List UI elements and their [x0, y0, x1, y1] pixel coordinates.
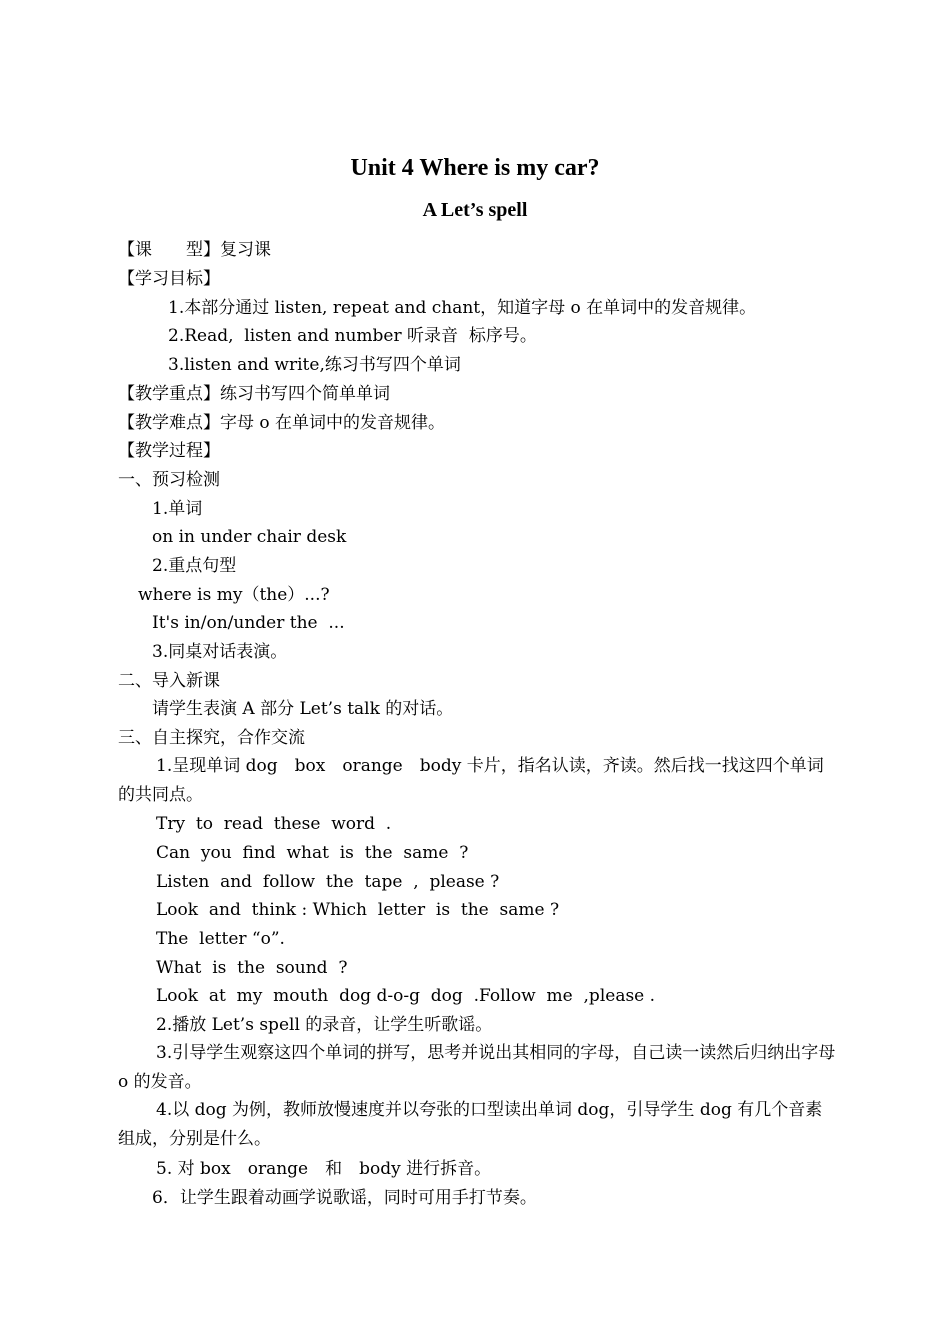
dialogue-line: What is the sound ? [156, 958, 348, 978]
dialogue-line: Try to read these word . [156, 814, 392, 834]
lesson-type: 【课 型】复习课 [118, 240, 271, 260]
section-heading: 三、自主探究，合作交流 [118, 728, 305, 748]
dialogue-line: Look and think : Which letter is the same ? [156, 900, 560, 920]
step-paragraph: 1.呈现单词 dog box orange body 卡片，指名认读，齐读。然后找一找这四个单词的共同点。 [118, 756, 824, 805]
document-subtitle: A Let’s spell [422, 199, 528, 221]
section-text: 请学生表演 A 部分 Let’s talk 的对话。 [152, 699, 454, 719]
difficult-point: 【教学难点】字母 o 在单词中的发音规律。 [118, 413, 446, 433]
vocabulary-words: on in under chair desk [152, 527, 347, 547]
step-paragraph: 6．让学生跟着动画学说歌谣，同时可用手打节奏。 [152, 1188, 537, 1208]
step-paragraph: 4.以 dog 为例，教师放慢速度并以夸张的口型读出单词 dog，引导学生 dog 有几个音素组成，分别是什么。 [118, 1100, 823, 1149]
section-heading: 二、导入新课 [118, 671, 220, 691]
dialogue-line: Can you find what is the same ? [156, 843, 469, 863]
step-paragraph: 5. 对 box orange 和 body 进行拆音。 [156, 1159, 492, 1179]
dialogue-line: Look at my mouth dog d-o-g dog .Follow me ,please . [156, 986, 656, 1006]
objective-item: 3.listen and write,练习书写四个单词 [168, 355, 461, 375]
section-item: 2.重点句型 [152, 556, 237, 576]
step-paragraph: 2.播放 Let’s spell 的录音，让学生听歌谣。 [156, 1015, 493, 1035]
process-heading: 【教学过程】 [118, 441, 220, 461]
dialogue-line: The letter “o”. [156, 929, 285, 949]
document-title: Unit 4 Where is my car? [350, 155, 600, 181]
section-item: 1.单词 [152, 499, 203, 519]
dialogue-line: Listen and follow the tape , please ? [156, 872, 500, 892]
sentence-pattern: It's in/on/under the ... [152, 613, 345, 633]
objectives-heading: 【学习目标】 [118, 269, 220, 289]
step-paragraph: 3.引导学生观察这四个单词的拼写，思考并说出其相同的字母，自己读一读然后归纳出字母 o 的发音。 [118, 1043, 836, 1092]
sentence-pattern: where is my（the）...? [138, 585, 330, 605]
key-point: 【教学重点】练习书写四个简单单词 [118, 384, 390, 404]
section-heading: 一、预习检测 [118, 470, 220, 490]
section-item: 3.同桌对话表演。 [152, 642, 288, 662]
objective-item: 1.本部分通过 listen, repeat and chant，知道字母 o 在单词中的发音规律。 [168, 298, 757, 318]
objective-item: 2.Read, listen and number 听录音 标序号。 [168, 326, 537, 346]
